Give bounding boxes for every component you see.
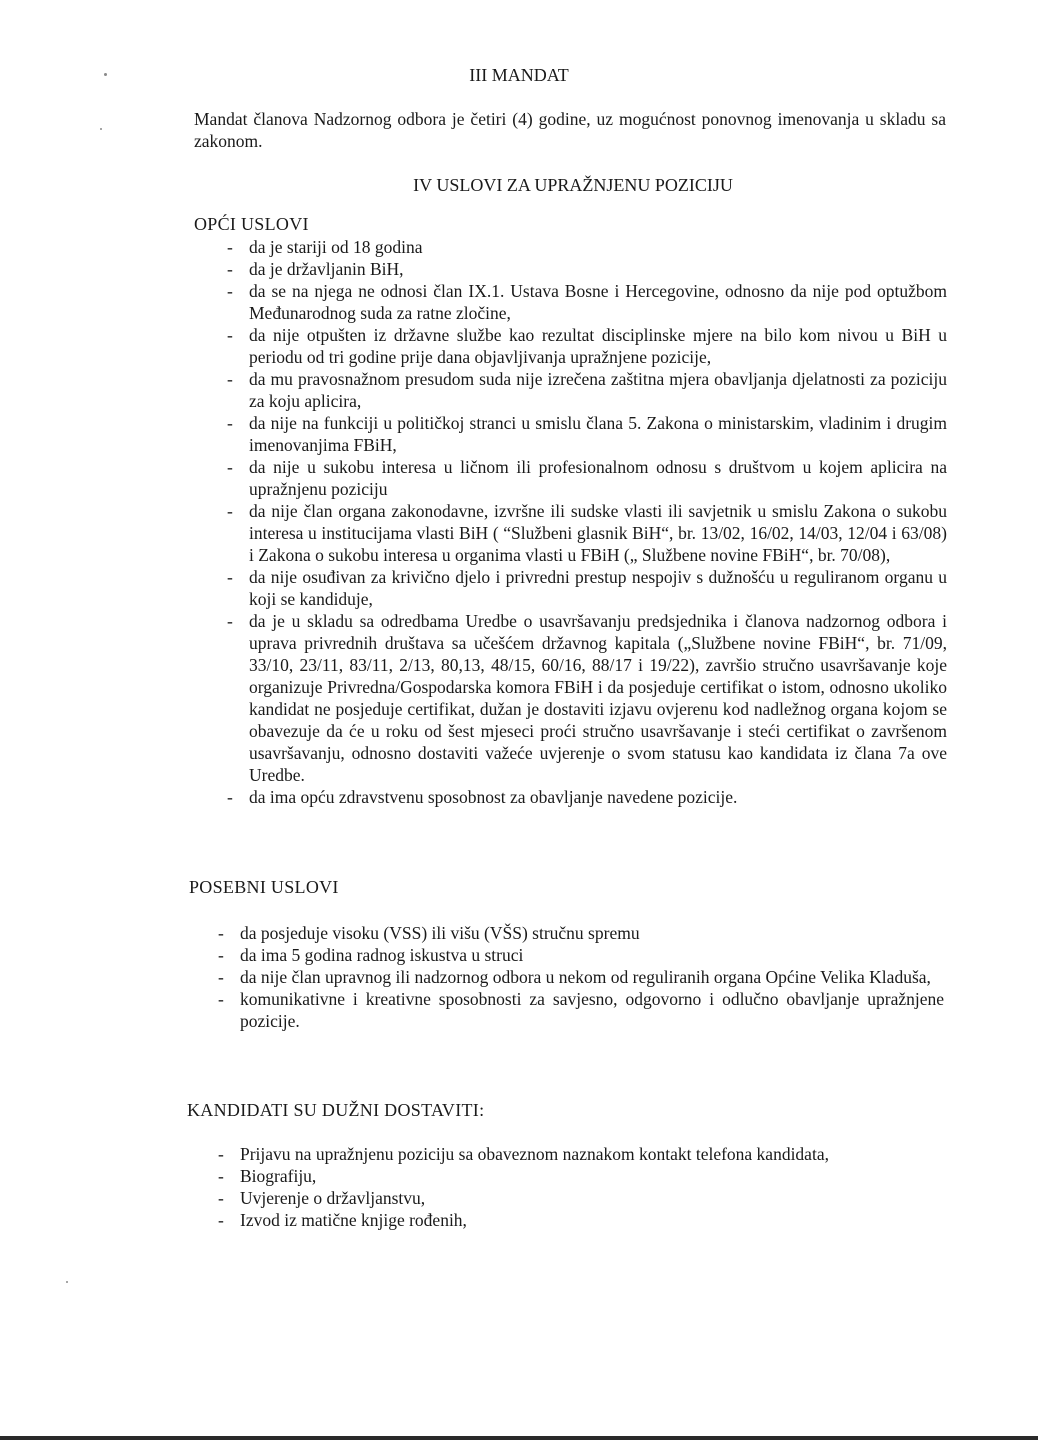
list-item-text: Prijavu na upražnjenu poziciju sa obaveznom naznakom kontakt telefona kandidata, xyxy=(240,1144,829,1164)
list-item-text: da nije na funkciji u političkoj stranci u smislu člana 5. Zakona o ministarskim, vladinim i drugim imenovanjima FBiH, xyxy=(249,413,947,455)
list-item xyxy=(227,368,947,412)
list-dash: - xyxy=(227,237,233,257)
required-documents-label: KANDIDATI SU DUŽNI DOSTAVITI: xyxy=(187,1100,485,1120)
list-dash: - xyxy=(227,567,233,587)
list-dash: - xyxy=(227,501,233,521)
list-item xyxy=(227,786,947,808)
list-item xyxy=(227,280,947,324)
general-conditions-list xyxy=(227,236,947,808)
section-heading-mandat: III MANDAT xyxy=(469,65,569,85)
list-item xyxy=(218,944,944,966)
list-dash: - xyxy=(218,967,224,987)
list-item xyxy=(227,500,947,566)
list-item-text: da ima 5 godina radnog iskustva u struci xyxy=(240,945,524,965)
list-dash: - xyxy=(227,369,233,389)
list-dash: - xyxy=(227,457,233,477)
scan-speck xyxy=(100,128,102,130)
list-item-text: da nije otpušten iz državne službe kao rezultat disciplinske mjere na bilo kom nivou u BiH u periodu od tri godine prije dana objavljivanja upražnjene pozicije, xyxy=(249,325,947,367)
list-item-text: komunikativne i kreativne sposobnosti za savjesno, odgovorno i odlučno obavljanje upražnjene pozicije. xyxy=(240,989,944,1031)
list-item-text: da mu pravosnažnom presudom suda nije izrečena zaštitna mjera obavljanja djelatnosti za poziciju za koju aplicira, xyxy=(249,369,947,411)
section-heading-uslovi: IV USLOVI ZA UPRAŽNJENU POZICIJU xyxy=(413,175,733,195)
list-item xyxy=(227,610,947,786)
list-dash: - xyxy=(227,611,233,631)
list-item-text: Izvod iz matične knjige rođenih, xyxy=(240,1210,467,1230)
list-item-text: da nije član organa zakonodavne, izvršne ili sudske vlasti ili savjetnik u smislu Zakona o sukobu interesa u institucijama vlasti BiH ( “Službeni glasnik BiH“, br. 13/02, 16/02, 14/03, 12/04 i 63/08) i Zakona o sukobu interesa u organima vlasti u FBiH („ Službene novine FBiH“, br. 70/08), xyxy=(249,501,947,565)
list-dash: - xyxy=(227,259,233,279)
list-item xyxy=(218,1209,944,1231)
special-conditions-label: POSEBNI USLOVI xyxy=(189,877,339,897)
list-item-text: da nije u sukobu interesa u ličnom ili profesionalnom odnosu s društvom u kojem aplicira na upražnjenu poziciju xyxy=(249,457,947,499)
list-item xyxy=(218,922,944,944)
scan-bottom-edge xyxy=(0,1436,1038,1440)
list-item-text: da nije osuđivan za krivično djelo i privredni prestup nespojiv s dužnošću u reguliranom organu u koji se kandiduje, xyxy=(249,567,947,609)
list-dash: - xyxy=(218,945,224,965)
list-item xyxy=(227,456,947,500)
list-item xyxy=(218,1187,944,1209)
required-documents-list xyxy=(218,1143,944,1231)
list-dash: - xyxy=(227,787,233,807)
list-item xyxy=(227,258,947,280)
list-dash: - xyxy=(218,1166,224,1186)
list-dash: - xyxy=(227,281,233,301)
list-item xyxy=(218,988,944,1032)
list-item-text: da je u skladu sa odredbama Uredbe o usavršavanju predsjednika i članova nadzornog odbora i uprava privrednih društava sa učešćem državnog kapitala („Službene novine FBiH“, br. 71/09, 33/10, 23/11, 83/11, 2/13, 80,13, 48/15, 60/16, 88/17 i 19/22), završio stručno usavršavanje koje organizuje Privredna/Gospodarska komora FBiH i da posjeduje certifikat o istom, odnosno ukoliko kandidat ne posjeduje certifikat, dužan je dostaviti izjavu ovjerenu kod nadležnog organa kojom se obavezuje da će u roku od šest mjeseci proći stručno usavršavanje i steći certifikat o završenom usavršavanju, odnosno dostaviti važeće uvjerenje o svom statusu kao kandidata iz člana 7a ove Uredbe. xyxy=(249,611,947,785)
list-dash: - xyxy=(227,325,233,345)
list-item xyxy=(227,236,947,258)
list-item xyxy=(227,412,947,456)
list-dash: - xyxy=(218,989,224,1009)
list-item xyxy=(218,966,944,988)
list-dash: - xyxy=(218,1188,224,1208)
list-item-text: da ima opću zdravstvenu sposobnost za obavljanje navedene pozicije. xyxy=(249,787,738,807)
list-item xyxy=(218,1165,944,1187)
list-item-text: da je državljanin BiH, xyxy=(249,259,404,279)
list-dash: - xyxy=(218,1210,224,1230)
list-item xyxy=(218,1143,944,1165)
mandat-paragraph: Mandat članova Nadzornog odbora je četiri (4) godine, uz mogućnost ponovnog imenovanja u skladu sa zakonom. xyxy=(194,109,946,151)
scan-speck xyxy=(66,1281,68,1283)
list-item-text: Uvjerenje o državljanstvu, xyxy=(240,1188,426,1208)
general-conditions-label: OPĆI USLOVI xyxy=(194,214,309,234)
list-dash: - xyxy=(218,1144,224,1164)
special-conditions-list xyxy=(218,922,944,1032)
list-dash: - xyxy=(227,413,233,433)
list-dash: - xyxy=(218,923,224,943)
list-item-text: da posjeduje visoku (VSS) ili višu (VŠS) stručnu spremu xyxy=(240,923,640,943)
list-item-text: da se na njega ne odnosi član IX.1. Ustava Bosne i Hercegovine, odnosno da nije pod optužbom Međunarodnog suda za ratne zločine, xyxy=(249,281,947,323)
list-item-text: Biografiju, xyxy=(240,1166,317,1186)
list-item-text: da je stariji od 18 godina xyxy=(249,237,423,257)
list-item xyxy=(227,566,947,610)
list-item xyxy=(227,324,947,368)
list-item-text: da nije član upravnog ili nadzornog odbora u nekom od reguliranih organa Općine Velika Kladuša, xyxy=(240,967,931,987)
